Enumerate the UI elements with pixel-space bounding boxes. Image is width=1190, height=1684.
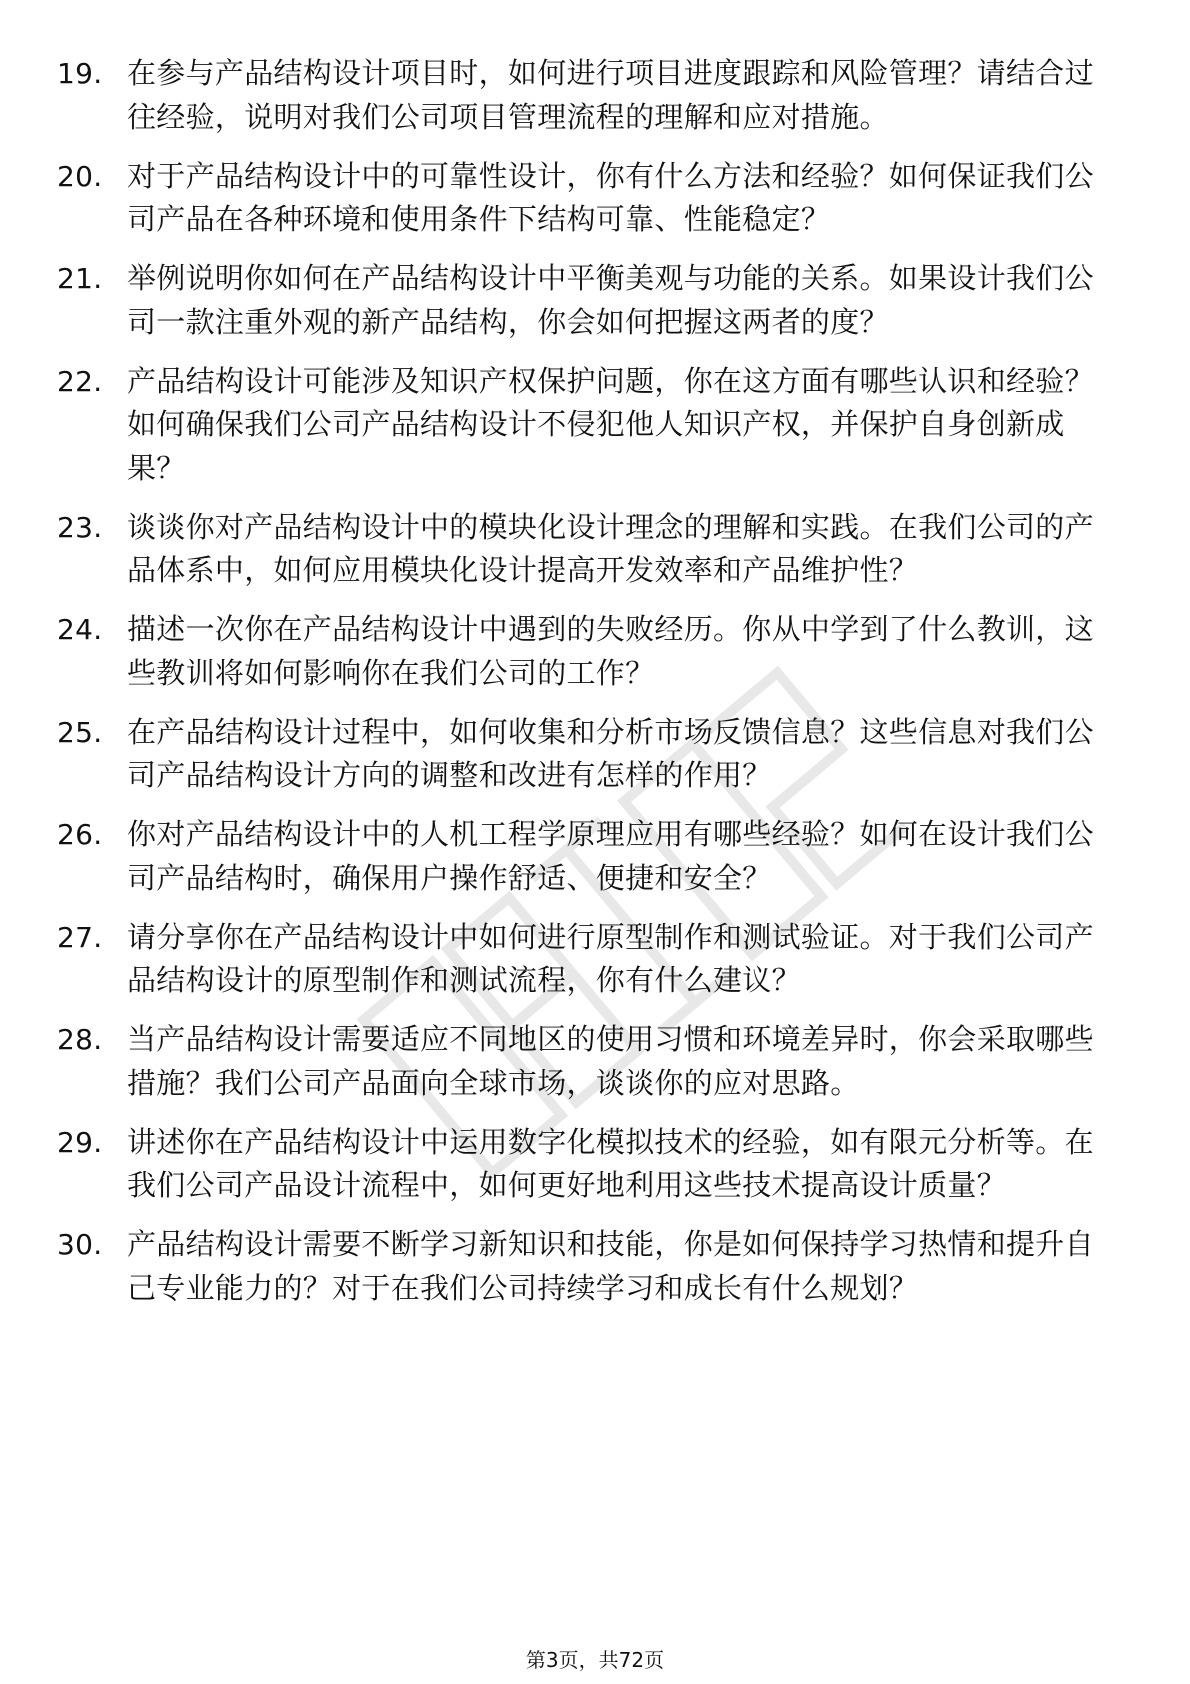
question-number: 23. <box>57 510 103 544</box>
question-item <box>57 608 1117 695</box>
question-item <box>57 813 1117 900</box>
question-item <box>57 52 1117 139</box>
question-number: 26. <box>57 818 103 851</box>
question-text: 举例说明你如何在产品结构设计中平衡美观与功能的关系。如果设计我们公司一款注重外观的新产品结构，你会如何把握这两者的度？ <box>127 261 1094 339</box>
question-number: 20. <box>57 159 103 193</box>
question-number: 25. <box>57 715 103 749</box>
page-footer: 第3页，共72页 <box>525 1648 665 1672</box>
question-text: 讲述你在产品结构设计中运用数字化模拟技术的经验，如有限元分析等。在我们公司产品设计流程中，如何更好地利用这些技术提高设计质量？ <box>127 1124 1094 1202</box>
question-item <box>57 257 1117 344</box>
question-number: 24. <box>57 613 103 646</box>
question-text: 你对产品结构设计中的人机工程学原理应用有哪些经验？如何在设计我们公司产品结构时，确保用户操作舒适、便捷和安全？ <box>127 817 1094 895</box>
question-text: 在产品结构设计过程中，如何收集和分析市场反馈信息？这些信息对我们公司产品结构设计方向的调整和改进有怎样的作用？ <box>127 714 1094 792</box>
question-item <box>57 1121 1117 1208</box>
question-text: 谈谈你对产品结构设计中的模块化设计理念的理解和实践。在我们公司的产品体系中，如何应用模块化设计提高开发效率和产品维护性？ <box>127 509 1094 587</box>
question-item <box>57 1018 1117 1105</box>
question-item <box>57 506 1117 593</box>
question-text: 产品结构设计需要不断学习新知识和技能，你是如何保持学习热情和提升自己专业能力的？对于在我们公司持续学习和成长有什么规划？ <box>127 1227 1094 1305</box>
question-text: 请分享你在产品结构设计中如何进行原型制作和测试验证。对于我们公司产品结构设计的原型制作和测试流程，你有什么建议？ <box>127 919 1094 997</box>
question-number: 19. <box>57 57 103 90</box>
question-item <box>57 711 1117 798</box>
question-text: 当产品结构设计需要适应不同地区的使用习惯和环境差异时，你会采取哪些措施？我们公司产品面向全球市场，谈谈你的应对思路。 <box>127 1022 1094 1100</box>
question-number: 21. <box>57 262 103 295</box>
question-text: 产品结构设计可能涉及知识产权保护问题，你在这方面有哪些认识和经验？如何确保我们公司产品结构设计不侵犯他人知识产权，并保护自身创新成果？ <box>127 363 1094 485</box>
question-text: 在参与产品结构设计项目时，如何进行项目进度跟踪和风险管理？请结合过往经验，说明对我们公司项目管理流程的理解和应对措施。 <box>127 56 1094 134</box>
question-text: 描述一次你在产品结构设计中遇到的失败经历。你从中学到了什么教训，这些教训将如何影响你在我们公司的工作？ <box>127 612 1094 690</box>
question-item <box>57 1223 1117 1310</box>
question-number: 28. <box>57 1023 103 1056</box>
question-number: 29. <box>57 1125 103 1159</box>
question-number: 22. <box>57 364 103 398</box>
question-item <box>57 155 1117 242</box>
question-number: 27. <box>57 920 103 954</box>
question-item <box>57 360 1117 491</box>
question-number: 30. <box>57 1228 103 1261</box>
question-item <box>57 916 1117 1003</box>
question-text: 对于产品结构设计中的可靠性设计，你有什么方法和经验？如何保证我们公司产品在各种环境和使用条件下结构可靠、性能稳定？ <box>127 158 1094 236</box>
question-list <box>57 52 1117 1326</box>
